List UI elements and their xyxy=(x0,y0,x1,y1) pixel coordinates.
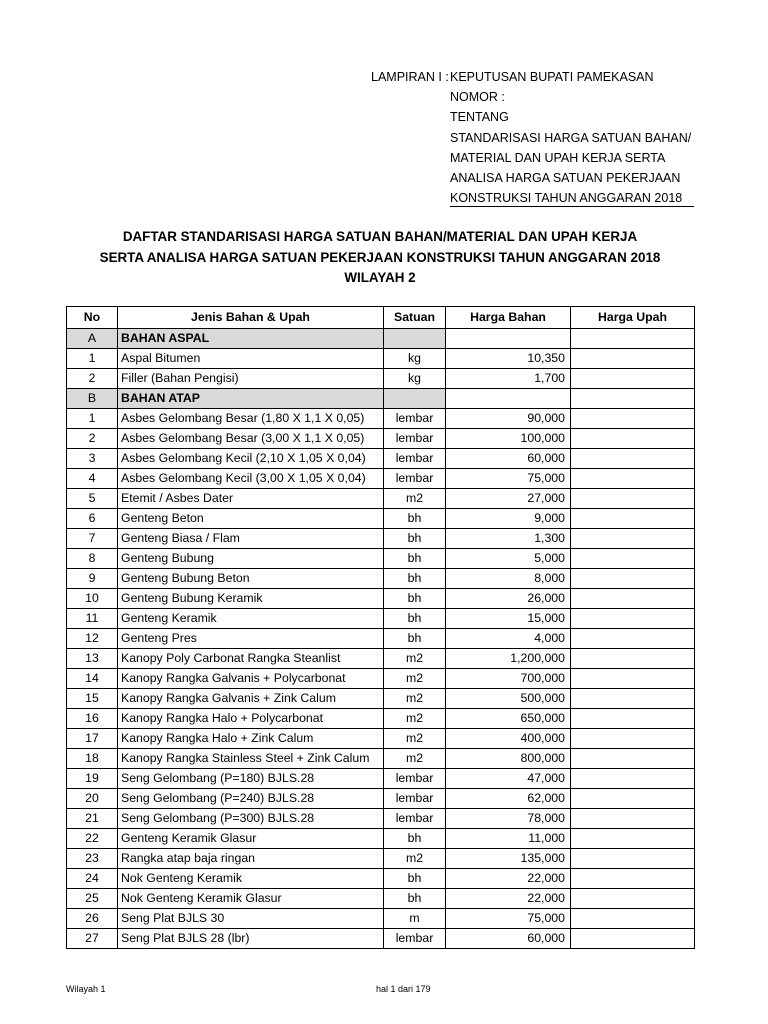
cell-item-name: Kanopy Rangka Stainless Steel + Zink Calum xyxy=(118,749,384,769)
cell-material-price: 5,000 xyxy=(446,549,571,569)
cell-row-number: 14 xyxy=(67,669,118,689)
cell-row-number: 19 xyxy=(67,769,118,789)
cell-row-number: 17 xyxy=(67,729,118,749)
table-row xyxy=(67,469,695,489)
lampiran-line: MATERIAL DAN UPAH KERJA SERTA xyxy=(450,150,666,165)
cell-item-name: Seng Plat BJLS 30 xyxy=(118,909,384,929)
table-row xyxy=(67,689,695,709)
table-row xyxy=(67,789,695,809)
lampiran-lines xyxy=(450,67,694,208)
table-row xyxy=(67,429,695,449)
cell-labor-price xyxy=(571,889,695,909)
lampiran-underline xyxy=(450,206,694,207)
cell-labor-price xyxy=(571,709,695,729)
cell-row-number: 3 xyxy=(67,449,118,469)
title-line-2: SERTA ANALISA HARGA SATUAN PEKERJAAN KONSTRUKSI TAHUN ANGGARAN 2018 xyxy=(99,249,661,265)
cell-item-name: Nok Genteng Keramik xyxy=(118,869,384,889)
cell-labor-price xyxy=(571,809,695,829)
table-row xyxy=(67,649,695,669)
cell-unit: m2 xyxy=(384,709,446,729)
column-header-satuan: Satuan xyxy=(384,307,446,329)
cell-item-name: Rangka atap baja ringan xyxy=(118,849,384,869)
cell-row-number: B xyxy=(67,389,118,409)
cell-item-name: Aspal Bitumen xyxy=(118,349,384,369)
footer-sheet-name: Wilayah 1 xyxy=(66,984,106,994)
cell-labor-price xyxy=(571,369,695,389)
title-line-1: DAFTAR STANDARISASI HARGA SATUAN BAHAN/MATERIAL DAN UPAH KERJA xyxy=(122,229,638,244)
cell-labor-price xyxy=(571,449,695,469)
cell-material-price: 75,000 xyxy=(446,469,571,489)
cell-material-price: 22,000 xyxy=(446,869,571,889)
cell-row-number: 16 xyxy=(67,709,118,729)
cell-row-number: 1 xyxy=(67,409,118,429)
cell-row-number: 23 xyxy=(67,849,118,869)
cell-item-name: Kanopy Rangka Halo + Zink Calum xyxy=(118,729,384,749)
cell-labor-price xyxy=(571,569,695,589)
cell-labor-price xyxy=(571,509,695,529)
cell-material-price: 700,000 xyxy=(446,669,571,689)
table-row xyxy=(67,609,695,629)
cell-material-price: 100,000 xyxy=(446,429,571,449)
column-header-jenis: Jenis Bahan & Upah xyxy=(118,307,384,329)
cell-item-name: Kanopy Rangka Galvanis + Zink Calum xyxy=(118,689,384,709)
lampiran-line: ANALISA HARGA SATUAN PEKERJAAN xyxy=(450,170,681,185)
cell-row-number: 2 xyxy=(67,369,118,389)
column-header-no: No xyxy=(67,307,118,329)
cell-item-name: Seng Gelombang (P=300) BJLS.28 xyxy=(118,809,384,829)
cell-row-number: 15 xyxy=(67,689,118,709)
lampiran-label: LAMPIRAN I : xyxy=(371,70,449,84)
cell-unit: lembar xyxy=(384,929,446,949)
cell-labor-price xyxy=(571,529,695,549)
cell-labor-price xyxy=(571,389,695,409)
cell-row-number: A xyxy=(67,329,118,349)
cell-item-name: Asbes Gelombang Kecil (2,10 X 1,05 X 0,04) xyxy=(118,449,384,469)
cell-labor-price xyxy=(571,649,695,669)
lampiran-line: TENTANG xyxy=(450,110,509,125)
cell-labor-price xyxy=(571,729,695,749)
table-row xyxy=(67,569,695,589)
cell-unit: lembar xyxy=(384,469,446,489)
cell-row-number: 24 xyxy=(67,869,118,889)
cell-row-number: 26 xyxy=(67,909,118,929)
cell-row-number: 4 xyxy=(67,469,118,489)
cell-item-name: Kanopy Poly Carbonat Rangka Steanlist xyxy=(118,649,384,669)
cell-item-name: Genteng Biasa / Flam xyxy=(118,529,384,549)
cell-labor-price xyxy=(571,849,695,869)
cell-material-price: 650,000 xyxy=(446,709,571,729)
cell-material-price: 60,000 xyxy=(446,449,571,469)
cell-unit: kg xyxy=(384,349,446,369)
cell-material-price: 27,000 xyxy=(446,489,571,509)
cell-material-price: 15,000 xyxy=(446,609,571,629)
cell-material-price: 1,300 xyxy=(446,529,571,549)
cell-material-price: 135,000 xyxy=(446,849,571,869)
table-row xyxy=(67,749,695,769)
cell-material-price: 800,000 xyxy=(446,749,571,769)
cell-unit: lembar xyxy=(384,769,446,789)
cell-item-name: Asbes Gelombang Kecil (3,00 X 1,05 X 0,04) xyxy=(118,469,384,489)
cell-material-price: 1,200,000 xyxy=(446,649,571,669)
table-row xyxy=(67,709,695,729)
cell-unit: bh xyxy=(384,529,446,549)
title-line-3: WILAYAH 2 xyxy=(344,270,416,285)
cell-unit: m2 xyxy=(384,489,446,509)
cell-item-name: Genteng Keramik Glasur xyxy=(118,829,384,849)
table-row xyxy=(67,589,695,609)
cell-material-price: 90,000 xyxy=(446,409,571,429)
cell-unit: m2 xyxy=(384,729,446,749)
document-title xyxy=(60,227,700,289)
section-row xyxy=(67,389,695,409)
table-row xyxy=(67,669,695,689)
cell-labor-price xyxy=(571,429,695,449)
cell-row-number: 21 xyxy=(67,809,118,829)
table-row xyxy=(67,529,695,549)
cell-labor-price xyxy=(571,689,695,709)
cell-unit: lembar xyxy=(384,409,446,429)
cell-item-name: Asbes Gelombang Besar (1,80 X 1,1 X 0,05) xyxy=(118,409,384,429)
lampiran-line: STANDARISASI HARGA SATUAN BAHAN/ xyxy=(450,130,692,145)
cell-unit: m2 xyxy=(384,749,446,769)
cell-material-price: 75,000 xyxy=(446,909,571,929)
cell-labor-price xyxy=(571,629,695,649)
cell-item-name: Seng Gelombang (P=180) BJLS.28 xyxy=(118,769,384,789)
cell-labor-price xyxy=(571,549,695,569)
cell-item-name: Etemit / Asbes Dater xyxy=(118,489,384,509)
cell-item-name: Nok Genteng Keramik Glasur xyxy=(118,889,384,909)
cell-row-number: 12 xyxy=(67,629,118,649)
cell-labor-price xyxy=(571,669,695,689)
cell-unit: lembar xyxy=(384,449,446,469)
cell-labor-price xyxy=(571,409,695,429)
cell-labor-price xyxy=(571,869,695,889)
cell-unit: lembar xyxy=(384,429,446,449)
column-header-harga-bahan: Harga Bahan xyxy=(446,307,571,329)
cell-material-price: 11,000 xyxy=(446,829,571,849)
table-row xyxy=(67,369,695,389)
table-row xyxy=(67,349,695,369)
cell-row-number: 11 xyxy=(67,609,118,629)
cell-row-number: 10 xyxy=(67,589,118,609)
cell-unit: bh xyxy=(384,609,446,629)
cell-item-name: Seng Gelombang (P=240) BJLS.28 xyxy=(118,789,384,809)
cell-item-name: Genteng Beton xyxy=(118,509,384,529)
cell-labor-price xyxy=(571,789,695,809)
cell-row-number: 25 xyxy=(67,889,118,909)
cell-item-name: Filler (Bahan Pengisi) xyxy=(118,369,384,389)
cell-row-number: 20 xyxy=(67,789,118,809)
table-body xyxy=(67,329,695,949)
cell-material-price: 10,350 xyxy=(446,349,571,369)
table-row xyxy=(67,449,695,469)
cell-item-name: Genteng Bubung xyxy=(118,549,384,569)
cell-unit: bh xyxy=(384,549,446,569)
table-row xyxy=(67,549,695,569)
cell-item-name: Kanopy Rangka Halo + Polycarbonat xyxy=(118,709,384,729)
cell-material-price: 78,000 xyxy=(446,809,571,829)
cell-unit xyxy=(384,389,446,409)
cell-row-number: 22 xyxy=(67,829,118,849)
cell-unit: m2 xyxy=(384,689,446,709)
cell-material-price: 4,000 xyxy=(446,629,571,649)
table-row xyxy=(67,729,695,749)
cell-labor-price xyxy=(571,609,695,629)
cell-row-number: 7 xyxy=(67,529,118,549)
cell-labor-price xyxy=(571,589,695,609)
cell-row-number: 13 xyxy=(67,649,118,669)
cell-row-number: 27 xyxy=(67,929,118,949)
cell-row-number: 2 xyxy=(67,429,118,449)
cell-material-price xyxy=(446,329,571,349)
cell-unit: m2 xyxy=(384,849,446,869)
cell-material-price: 500,000 xyxy=(446,689,571,709)
cell-labor-price xyxy=(571,769,695,789)
table-row xyxy=(67,409,695,429)
table-row xyxy=(67,629,695,649)
cell-row-number: 5 xyxy=(67,489,118,509)
cell-unit: bh xyxy=(384,629,446,649)
cell-unit: lembar xyxy=(384,789,446,809)
cell-item-name: Genteng Keramik xyxy=(118,609,384,629)
cell-unit: bh xyxy=(384,589,446,609)
table-row xyxy=(67,929,695,949)
table-row xyxy=(67,869,695,889)
cell-item-name: Genteng Pres xyxy=(118,629,384,649)
table-row xyxy=(67,889,695,909)
table-row xyxy=(67,769,695,789)
cell-material-price: 9,000 xyxy=(446,509,571,529)
cell-unit xyxy=(384,329,446,349)
cell-material-price: 60,000 xyxy=(446,929,571,949)
cell-item-name: BAHAN ASPAL xyxy=(118,329,384,349)
cell-item-name: Seng Plat BJLS 28 (lbr) xyxy=(118,929,384,949)
cell-item-name: Genteng Bubung Beton xyxy=(118,569,384,589)
table-row xyxy=(67,849,695,869)
cell-unit: bh xyxy=(384,869,446,889)
table-row xyxy=(67,809,695,829)
cell-labor-price xyxy=(571,469,695,489)
cell-unit: bh xyxy=(384,889,446,909)
lampiran-line: NOMOR : xyxy=(450,90,505,105)
cell-material-price: 62,000 xyxy=(446,789,571,809)
table-row xyxy=(67,909,695,929)
cell-unit: kg xyxy=(384,369,446,389)
cell-item-name: Genteng Bubung Keramik xyxy=(118,589,384,609)
column-header-harga-upah: Harga Upah xyxy=(571,307,695,329)
footer-page-number: hal 1 dari 179 xyxy=(376,984,431,994)
cell-labor-price xyxy=(571,489,695,509)
cell-row-number: 6 xyxy=(67,509,118,529)
cell-material-price xyxy=(446,389,571,409)
table-row xyxy=(67,509,695,529)
cell-material-price: 1,700 xyxy=(446,369,571,389)
cell-labor-price xyxy=(571,929,695,949)
cell-unit: m2 xyxy=(384,649,446,669)
cell-labor-price xyxy=(571,829,695,849)
cell-labor-price xyxy=(571,749,695,769)
cell-material-price: 22,000 xyxy=(446,889,571,909)
cell-unit: lembar xyxy=(384,809,446,829)
cell-unit: bh xyxy=(384,569,446,589)
section-row xyxy=(67,329,695,349)
cell-labor-price xyxy=(571,909,695,929)
cell-item-name: Asbes Gelombang Besar (3,00 X 1,1 X 0,05) xyxy=(118,429,384,449)
table-row xyxy=(67,489,695,509)
cell-material-price: 8,000 xyxy=(446,569,571,589)
cell-unit: m2 xyxy=(384,669,446,689)
cell-material-price: 47,000 xyxy=(446,769,571,789)
cell-row-number: 1 xyxy=(67,349,118,369)
cell-row-number: 18 xyxy=(67,749,118,769)
cell-labor-price xyxy=(571,349,695,369)
cell-labor-price xyxy=(571,329,695,349)
cell-item-name: BAHAN ATAP xyxy=(118,389,384,409)
cell-material-price: 26,000 xyxy=(446,589,571,609)
cell-unit: bh xyxy=(384,829,446,849)
table-header-row xyxy=(67,307,695,329)
table-row xyxy=(67,829,695,849)
cell-unit: m xyxy=(384,909,446,929)
cell-row-number: 9 xyxy=(67,569,118,589)
cell-row-number: 8 xyxy=(67,549,118,569)
lampiran-line: KEPUTUSAN BUPATI PAMEKASAN xyxy=(450,70,654,84)
cell-item-name: Kanopy Rangka Galvanis + Polycarbonat xyxy=(118,669,384,689)
price-table xyxy=(66,306,695,949)
cell-unit: bh xyxy=(384,509,446,529)
cell-material-price: 400,000 xyxy=(446,729,571,749)
lampiran-line: KONSTRUKSI TAHUN ANGGARAN 2018 xyxy=(450,191,683,206)
